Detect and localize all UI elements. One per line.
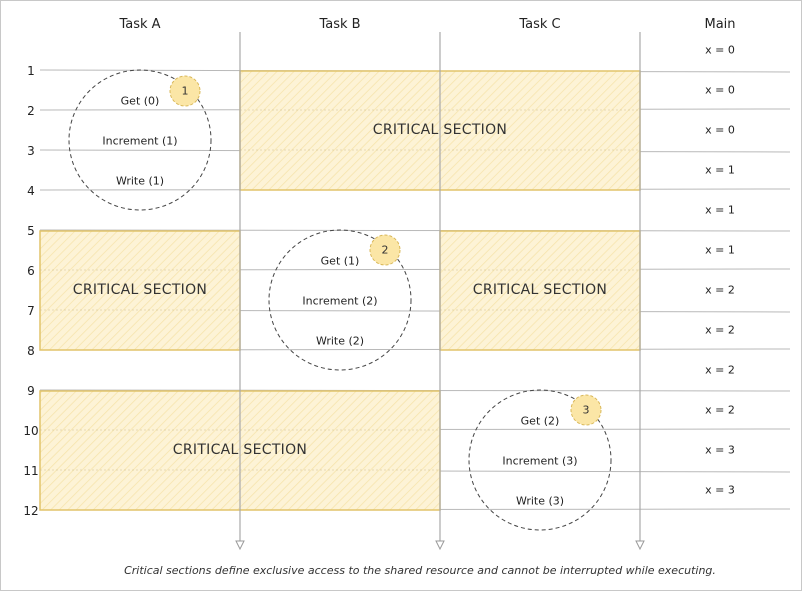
diagram-caption: Critical sections define exclusive access to the shared resource and cannot be interrupted while executing. bbox=[124, 564, 716, 577]
critical-section-label: CRITICAL SECTION bbox=[72, 282, 208, 298]
task-c-step-increment: Increment (3) bbox=[502, 454, 578, 468]
column-header-task-b: Task B bbox=[319, 17, 361, 32]
arrow-down-icon bbox=[236, 541, 244, 549]
main-value: x = 0 bbox=[705, 83, 735, 97]
task-a-step-get: Get (0) bbox=[120, 94, 160, 108]
column-header-task-c: Task C bbox=[519, 17, 561, 32]
main-value: x = 3 bbox=[705, 483, 735, 497]
row-number: 6 bbox=[27, 264, 35, 278]
row-number: 8 bbox=[27, 344, 35, 358]
task-a-step-increment: Increment (1) bbox=[102, 134, 178, 148]
task-a-step-write: Write (1) bbox=[115, 174, 165, 188]
column-header-main: Main bbox=[704, 17, 736, 32]
badge-number: 1 bbox=[181, 84, 189, 98]
main-value: x = 3 bbox=[705, 443, 735, 457]
row-number: 7 bbox=[27, 304, 35, 318]
row-number: 9 bbox=[27, 384, 35, 398]
task-b-step-get: Get (1) bbox=[320, 254, 360, 268]
column-arrows bbox=[236, 541, 644, 549]
main-value: x = 1 bbox=[705, 203, 735, 217]
task-c-step-get: Get (2) bbox=[520, 414, 560, 428]
task-c-step-write: Write (3) bbox=[515, 494, 565, 508]
row-number: 5 bbox=[27, 224, 35, 238]
main-value: x = 2 bbox=[705, 403, 735, 417]
main-value: x = 0 bbox=[705, 43, 735, 57]
main-value: x = 2 bbox=[705, 283, 735, 297]
row-number: 2 bbox=[27, 104, 35, 118]
arrow-down-icon bbox=[436, 541, 444, 549]
row-number: 11 bbox=[23, 464, 39, 478]
row-number: 12 bbox=[23, 504, 39, 518]
main-value: x = 1 bbox=[705, 163, 735, 177]
main-value: x = 0 bbox=[705, 123, 735, 137]
badge-number: 3 bbox=[582, 403, 590, 417]
row-number: 10 bbox=[23, 424, 39, 438]
task-b-step-increment: Increment (2) bbox=[302, 294, 378, 308]
critical-section-label: CRITICAL SECTION bbox=[372, 122, 508, 138]
main-value: x = 2 bbox=[705, 323, 735, 337]
critical-section-label: CRITICAL SECTION bbox=[472, 282, 608, 298]
row-number: 4 bbox=[27, 184, 35, 198]
row-number: 3 bbox=[27, 144, 35, 158]
task-b-step-write: Write (2) bbox=[315, 334, 365, 348]
main-value: x = 1 bbox=[705, 243, 735, 257]
critical-section-label: CRITICAL SECTION bbox=[172, 442, 308, 458]
main-value: x = 2 bbox=[705, 363, 735, 377]
badge-number: 2 bbox=[381, 243, 389, 257]
arrow-down-icon bbox=[636, 541, 644, 549]
row-number: 1 bbox=[27, 64, 35, 78]
column-header-task-a: Task A bbox=[119, 17, 161, 32]
